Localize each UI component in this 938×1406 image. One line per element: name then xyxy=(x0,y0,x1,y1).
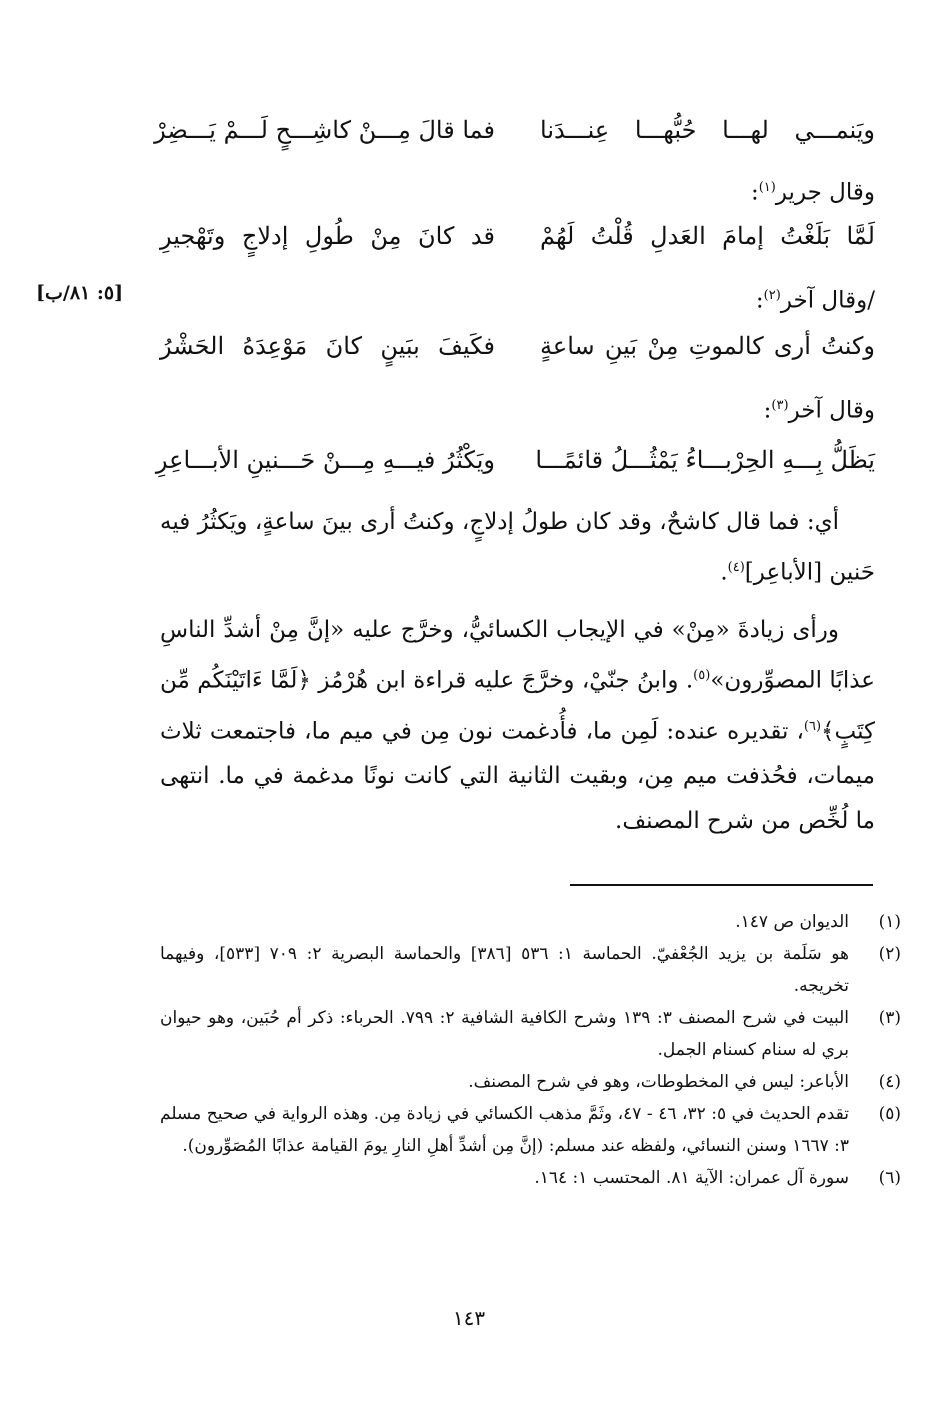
manuscript-folio-reference: [٥: ٨١/ب] xyxy=(36,282,124,304)
verse-second-hemistich: فما قالَ مِـــنْ كاشِـــحٍ لَـــمْ يَـــضِرْ xyxy=(154,116,495,144)
intro-text: وقال آخر xyxy=(788,397,875,424)
footnote-text: الأباعر: ليس في المخطوطات، وهو في شرح المصنف. xyxy=(468,1072,849,1092)
footnote xyxy=(160,1098,902,1162)
footnote-number: (٦) xyxy=(878,1168,901,1188)
verse-intro xyxy=(751,168,875,213)
footnote-number: (٢) xyxy=(878,944,901,964)
footnote-text: تقدم الحديث في ٥: ٣٢، ٤٦ - ٤٧، وثَمَّ مذهب الكسائي في زيادة مِن. وهذه الرواية في صحيح مسلم ٣: ١٦٦٧ وسنن النسائي، ولفظه عند مسلم: (إنَّ مِن أشدِّ أهلِ النارِ يومَ القيامة عذابًا المُصَوِّرون). xyxy=(160,1104,850,1156)
footnote-number: (١) xyxy=(878,912,901,932)
intro-colon: : xyxy=(763,397,772,424)
paragraph-text: ورأى زيادةَ «مِنْ» في الإيجاب الكسائيُّ، وخرَّج عليه «إنَّ مِنْ أشدِّ الناسِ عذابًا المصوِّرون» xyxy=(160,617,876,694)
paragraph-end: . xyxy=(720,559,728,586)
footnote-marker: (٦) xyxy=(803,718,822,734)
footnote-number: (٥) xyxy=(878,1104,902,1124)
commentary-paragraph xyxy=(160,608,875,844)
intro-colon: : xyxy=(755,287,764,314)
footnote-marker: (٤) xyxy=(727,560,745,575)
verse-intro xyxy=(756,276,875,321)
verse-line xyxy=(160,214,875,258)
footnote xyxy=(160,1066,901,1098)
verse-first-hemistich: وكنتُ أرى كالموتِ مِنْ بَينِ ساعةٍ xyxy=(540,332,875,360)
footnote xyxy=(160,1162,901,1194)
footnote-marker: (٢) xyxy=(763,288,781,303)
verse-second-hemistich: فكَيفَ ببَينٍ كانَ مَوْعِدَهُ الحَشْرُ xyxy=(160,332,495,360)
verse-second-hemistich: قد كانَ مِنْ طُولِ إدلاجٍ وتَهْجيرِ xyxy=(160,222,495,250)
footnote xyxy=(160,1002,901,1066)
footnote-number: (٤) xyxy=(878,1072,901,1092)
footnote-marker: (٥) xyxy=(693,668,711,683)
paragraph-text: . وابنُ جنّيْ، وخرَّجَ عليه قراءة ابن هُرْمُز ﴿لَمَّا ءَاتَيْنَكُم مِّن كِتَبٍ﴾ xyxy=(160,667,875,745)
verse-line xyxy=(154,108,875,152)
paragraph-text: أي: فما قال كاشحٌ، وقد كان طولُ إدلاجٍ، وكنتُ أرى بينَ ساعةٍ، ويَكثُرُ فيه حَنين [الأباعِر] xyxy=(160,509,875,586)
verse-line xyxy=(160,324,875,368)
footnote xyxy=(160,938,901,1002)
paragraph-text: ، تقديره عنده: لَمِن ما، فأُدغمت نون مِن في ميم ما، فاجتمعت ثلاث ميمات، فحُذفت ميم مِن، وبقيت الثانية التي كانت نونًا مدغمة في ما. انتهى ما لُخِّص من شرح المصنف. xyxy=(160,718,875,835)
footnotes xyxy=(160,906,902,1194)
verse-first-hemistich: ويَنمـــي لهـــا حُبُّهـــا عِنـــدَنا xyxy=(540,116,875,144)
verse-intro xyxy=(764,386,875,431)
intro-text: /وقال آخر xyxy=(780,287,875,314)
verse-line xyxy=(155,438,875,482)
footnote-marker: (٣) xyxy=(771,398,789,413)
footnote-text: سورة آل عمران: الآية ٨١. المحتسب ١: ١٦٤. xyxy=(534,1168,849,1188)
verse-first-hemistich: لَمَّا بَلَغْتُ إمامَ العَدلِ قُلْتُ لَهُمْ xyxy=(540,222,875,250)
footnote-number: (٣) xyxy=(878,1008,901,1028)
verse-second-hemistich: ويَكْثُرُ فيـــهِ مِـــنْ حَـــنينِ الأبـــاعِرِ xyxy=(155,446,495,474)
commentary-paragraph xyxy=(160,500,875,596)
intro-text: وقال جرير xyxy=(775,179,875,206)
verse-first-hemistich: يَظَلُّ بِـــهِ الحِرْبـــاءُ يَمْثُـــلُ قائمًـــا xyxy=(535,446,875,474)
intro-colon: : xyxy=(750,179,759,206)
footnote-text: الديوان ص ١٤٧. xyxy=(735,912,849,932)
footnote-separator xyxy=(570,884,873,886)
footnote-marker: (١) xyxy=(758,180,776,195)
footnote xyxy=(160,906,901,938)
footnote-text: البيت في شرح المصنف ٣: ١٣٩ وشرح الكافية الشافية ٢: ٧٩٩. الحرباء: ذكر أم حُبَين، وهو حيوان بري له سنام كسنام الجمل. xyxy=(160,1008,849,1060)
page-number: ١٤٣ xyxy=(452,1306,486,1330)
footnote-text: هو سَلَمة بن يزيد الجُعْفيّ. الحماسة ١: ٥٣٦ [٣٨٦] والحماسة البصرية ٢: ٧٠٩ [٥٣٣]، وفيهما تخريجه. xyxy=(160,944,849,996)
